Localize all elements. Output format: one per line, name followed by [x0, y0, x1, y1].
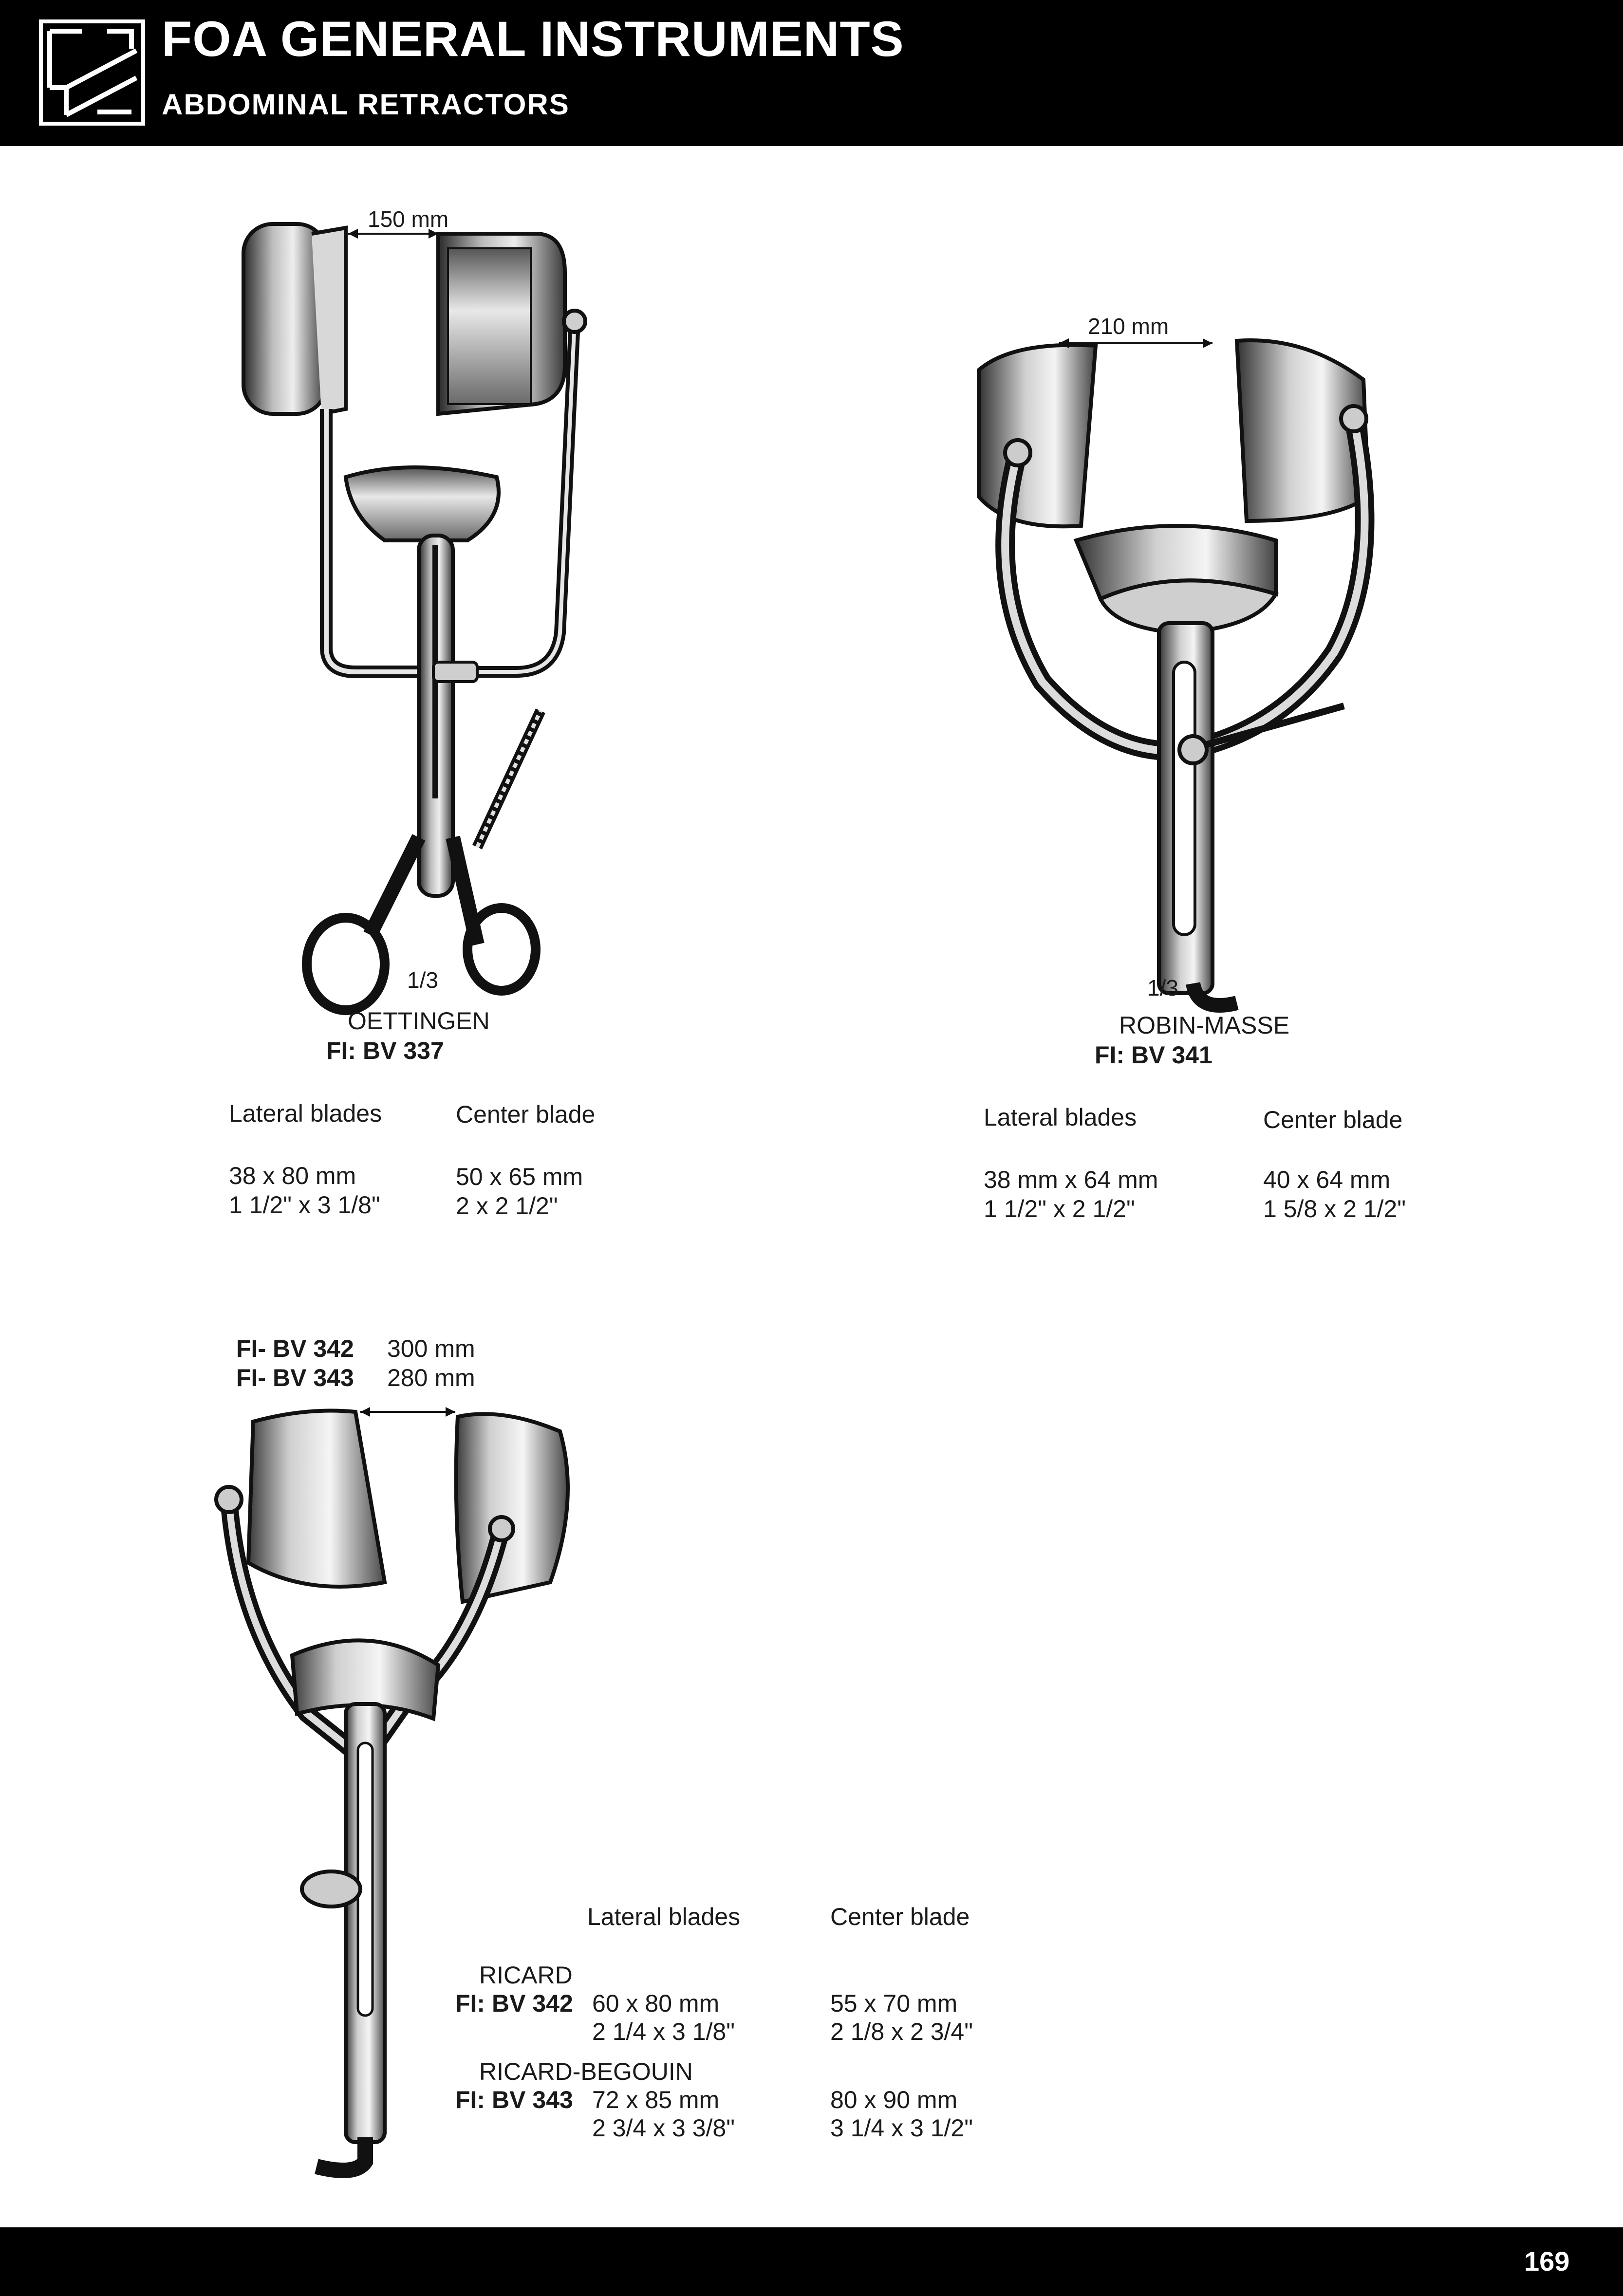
oettingen-dimension: 150 mm — [368, 206, 449, 232]
ricard-begouin-size-row-size: 280 mm — [387, 1364, 475, 1391]
robin-masse-lateral-metric: 38 mm x 64 mm — [984, 1166, 1158, 1193]
page-number: 169 — [1524, 2246, 1570, 2277]
ricard-name: RICARD — [479, 1962, 573, 1989]
oettingen-code: FI: BV 337 — [326, 1037, 444, 1064]
ricard-code: FI: BV 342 — [455, 1990, 573, 2017]
ricard-begouin-size-row-code: FI- BV 343 — [236, 1364, 354, 1391]
ricard-begouin-center-metric: 80 x 90 mm — [830, 2086, 958, 2113]
ricard-lateral-imperial: 2 1/4 x 3 1/8" — [592, 2018, 735, 2045]
ricard-begouin-lateral-metric: 72 x 85 mm — [592, 2086, 720, 2113]
robin-masse-center-header: Center blade — [1263, 1106, 1403, 1133]
ricard-begouin-center-imperial: 3 1/4 x 3 1/2" — [830, 2114, 973, 2142]
oettingen-center-metric: 50 x 65 mm — [456, 1163, 583, 1190]
ricard-center-header: Center blade — [830, 1903, 970, 1930]
ricard-size-row-code: FI- BV 342 — [236, 1335, 354, 1362]
company-logo-icon — [39, 19, 145, 126]
section-subtitle: ABDOMINAL RETRACTORS — [162, 88, 570, 121]
oettingen-lateral-imperial: 1 1/2" x 3 1/8" — [229, 1191, 380, 1219]
ricard-center-imperial: 2 1/8 x 2 3/4" — [830, 2018, 973, 2045]
oettingen-retractor-illustration — [224, 204, 614, 1035]
footer-bar — [0, 2227, 1623, 2296]
robin-masse-lateral-imperial: 1 1/2" x 2 1/2" — [984, 1195, 1135, 1222]
robin-masse-center-imperial: 1 5/8 x 2 1/2" — [1263, 1195, 1406, 1222]
ricard-lateral-metric: 60 x 80 mm — [592, 1990, 720, 2017]
oettingen-scale: 1/3 — [407, 967, 438, 993]
robin-masse-name: ROBIN-MASSE — [1119, 1012, 1290, 1039]
robin-masse-lateral-header: Lateral blades — [984, 1104, 1137, 1131]
robin-masse-dimension: 210 mm — [1088, 314, 1169, 339]
ricard-begouin-code: FI: BV 343 — [455, 2086, 573, 2113]
ricard-begouin-lateral-imperial: 2 3/4 x 3 3/8" — [592, 2114, 735, 2142]
oettingen-lateral-metric: 38 x 80 mm — [229, 1162, 356, 1189]
oettingen-center-imperial: 2 x 2 1/2" — [456, 1192, 558, 1220]
robin-masse-code: FI: BV 341 — [1095, 1041, 1213, 1069]
robin-masse-scale: 1/3 — [1147, 975, 1178, 1000]
oettingen-center-header: Center blade — [456, 1101, 596, 1128]
robin-masse-retractor-illustration — [964, 312, 1402, 1022]
brand-title: FOA GENERAL INSTRUMENTS — [162, 11, 904, 67]
ricard-lateral-header: Lateral blades — [587, 1903, 741, 1930]
oettingen-lateral-header: Lateral blades — [229, 1100, 382, 1127]
ricard-begouin-name: RICARD-BEGOUIN — [479, 2058, 693, 2085]
ricard-center-metric: 55 x 70 mm — [830, 1990, 958, 2017]
ricard-size-row-size: 300 mm — [387, 1335, 475, 1362]
oettingen-name: OETTINGEN — [348, 1007, 490, 1035]
robin-masse-center-metric: 40 x 64 mm — [1263, 1166, 1391, 1193]
